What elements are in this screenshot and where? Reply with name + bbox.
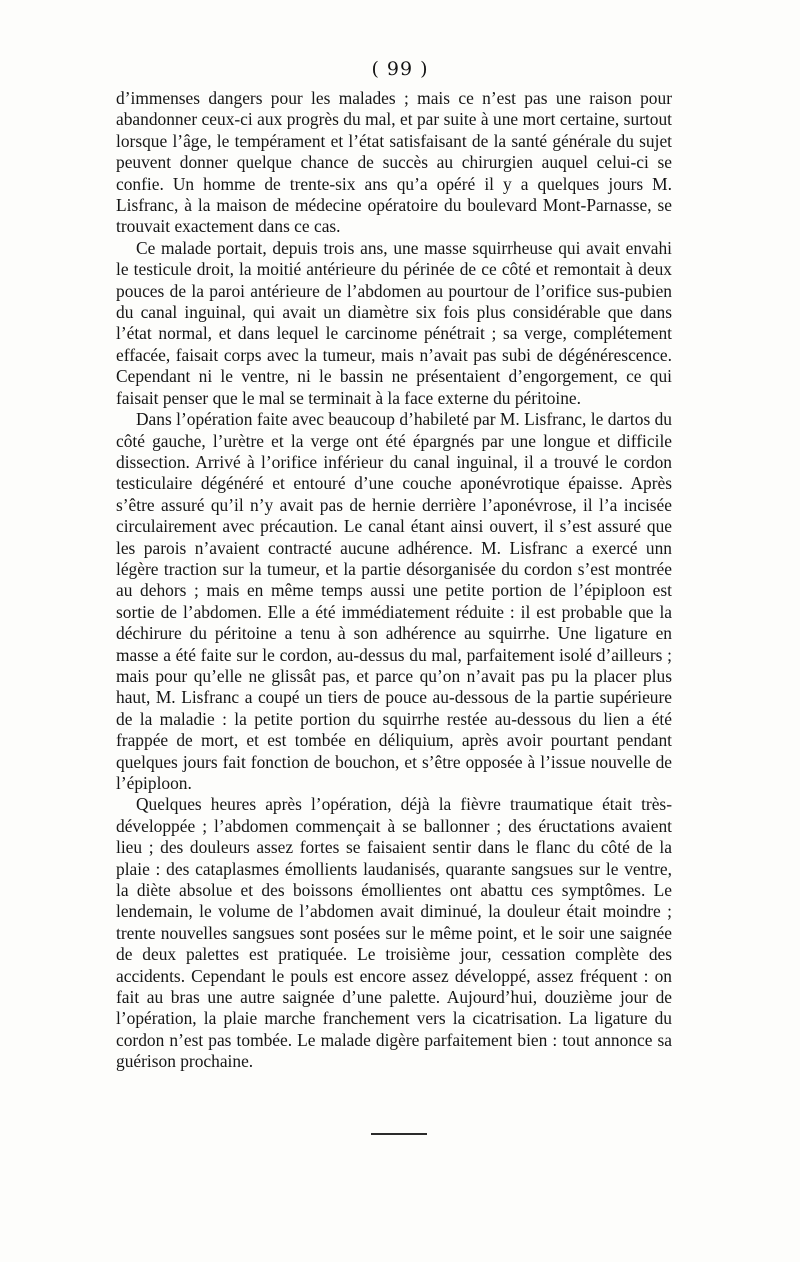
- paragraph-2: Ce malade portait, depuis trois ans, une masse squirrheuse qui avait envahi le testicule droit, la moitié antérieure du périnée de ce côté et remontait à deux pouces de la paroi antérieure de l’abdomen au pourtour de l’orifice sus-pubien du canal inguinal, qui avait un diamètre six fois plus considérable que dans l’état normal, et dans lequel le carcinome pénétrait ; sa verge, complétement effacée, faisait corps avec la tumeur, mais n’avait pas subi de dégénérescence. Cependant ni le ventre, ni le bassin ne présentaient d’engorgement, ce qui faisait penser que le mal se terminait à la face externe du péritoine.: [116, 237, 672, 408]
- page-body: [116, 88, 672, 1073]
- end-rule: [371, 1133, 427, 1135]
- paragraph-1: d’immenses dangers pour les malades ; mais ce n’est pas une raison pour abandonner ceux-ci aux progrès du mal, et par suite à une mort certaine, surtout lorsque l’âge, le tempérament et l’état satisfaisant de la santé générale du sujet peuvent donner quelque chance de succès au chirurgien auquel celui-ci se confie. Un homme de trente-six ans qu’a opéré il y a quelques jours M. Lisfranc, à la maison de médecine opératoire du boulevard Mont-Parnasse, se trouvait exactement dans ce cas.: [116, 88, 672, 237]
- page-number: ( 99 ): [371, 58, 429, 80]
- paragraph-4: Quelques heures après l’opération, déjà la fièvre traumatique était très-développée ; l’abdomen commençait à se ballonner ; des éructations avaient lieu ; des douleurs assez fortes se faisaient sentir dans le flanc du côté de la plaie : des cataplasmes émollients laudanisés, quarante sangsues sur le ventre, la diète absolue et des boissons émollientes ont abattu ces symptômes. Le lendemain, le volume de l’abdomen avait diminué, la douleur était moindre ; trente nouvelles sangsues sont posées sur le même point, et le soir une saignée de deux palettes est pratiquée. Le troisième jour, cessation complète des accidents. Cependant le pouls est encore assez développé, assez fréquent : on fait au bras une autre saignée d’une palette. Aujourd’hui, douzième jour de l’opération, la plaie marche franchement vers la cicatrisation. La ligature du cordon n’est pas tombée. Le malade digère parfaitement bien : tout annonce sa guérison prochaine.: [116, 794, 672, 1072]
- paragraph-3: Dans l’opération faite avec beaucoup d’habileté par M. Lisfranc, le dartos du côté gauche, l’urètre et la verge ont été épargnés par une longue et difficile dissection. Arrivé à l’orifice inférieur du canal inguinal, il a trouvé le cordon testiculaire dégénéré et entouré d’une couche aponévrotique épaisse. Après s’être assuré qu’il n’y avait pas de hernie derrière l’aponévrose, il l’a incisée circulairement avec précaution. Le canal étant ainsi ouvert, il s’est assuré que les parois n’avaient contracté aucune adhérence. M. Lisfranc a exercé unn légère traction sur la tumeur, et la partie désorganisée du cordon s’est montrée au dehors ; mais en même temps aussi une petite portion de l’épiploon est sortie de l’abdomen. Elle a été immédiatement réduite : il est probable que la déchirure du péritoine a tenu à son adhérence au squirrhe. Une ligature en masse a été faite sur le cordon, au-dessus du mal, parfaitement isolé d’ailleurs ; mais pour qu’elle ne glissât pas, et parce qu’on n’avait pas pu la placer plus haut, M. Lisfranc a coupé un tiers de pouce au-dessous de la partie supérieure de la maladie : la petite portion du squirrhe restée au-dessous du lien a été frappée de mort, et est tombée en déliquium, après avoir pourtant pendant quelques jours fait fonction de bouchon, et s’être opposée à l’issue nouvelle de l’épiploon.: [116, 409, 672, 793]
